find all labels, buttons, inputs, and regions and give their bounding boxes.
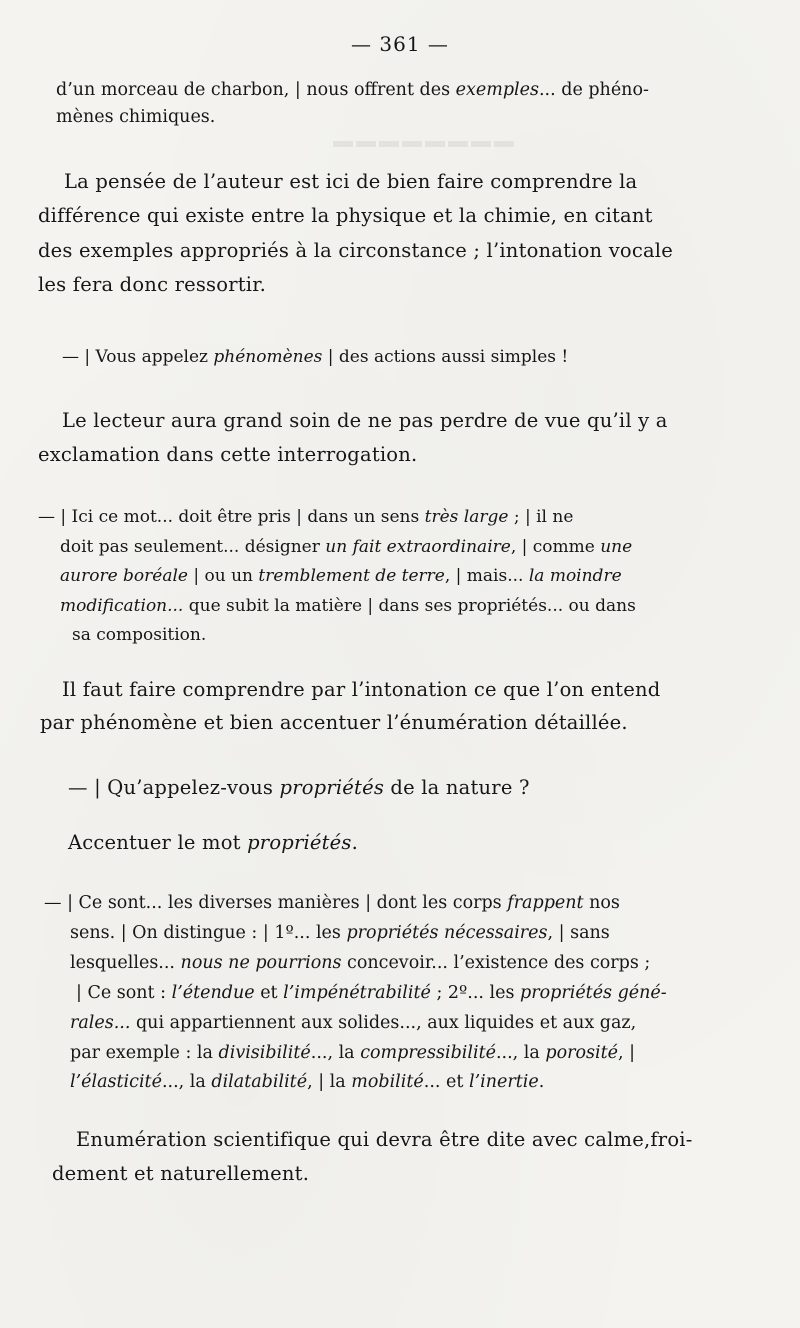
- text-run: ..., la: [310, 1043, 361, 1063]
- text-run: | Ce sont :: [76, 983, 172, 1003]
- text-run: | ou un: [187, 566, 259, 586]
- paragraph-2-line-1: La pensée de l’auteur est ici de bien faire comprendre la: [64, 170, 638, 193]
- italic-run: modification...: [60, 596, 184, 616]
- bleed-through-texture: ▬▬▬▬▬▬▬▬: [330, 130, 514, 152]
- text-run: — | Vous appelez: [62, 347, 214, 367]
- paragraph-9-line-5: [70, 1013, 636, 1033]
- italic-run: l’inertie: [468, 1072, 539, 1092]
- paragraph-9-line-6: [70, 1043, 635, 1063]
- italic-run: l’élasticité: [70, 1072, 162, 1092]
- paragraph-1-line-2: mènes chimiques.: [56, 107, 216, 127]
- text-run: , |: [618, 1043, 636, 1063]
- text-run: — | Qu’appelez-vous: [68, 776, 280, 799]
- italic-run: propriétés: [279, 776, 385, 799]
- page-number: — 361 —: [351, 32, 449, 56]
- paragraph-9-line-2: [70, 923, 610, 943]
- text-run: et: [254, 983, 284, 1003]
- paragraph-5-line-1: [38, 507, 573, 527]
- text-run: ..., la: [495, 1043, 546, 1063]
- italic-run: aurore boréale: [60, 566, 188, 586]
- text-run: par exemple : la: [70, 1043, 219, 1063]
- italic-run: rales...: [70, 1013, 131, 1033]
- paragraph-5-line-5: sa composition.: [72, 625, 207, 645]
- text-run: , | la: [307, 1072, 352, 1092]
- text-run: Accentuer le mot: [68, 831, 248, 854]
- text-run: — | Ici ce mot... doit être pris | dans un sens: [38, 507, 425, 527]
- paragraph-9-line-7: [70, 1072, 544, 1092]
- italic-run: la moindre: [528, 566, 622, 586]
- paragraph-2-line-2: différence qui existe entre la physique et la chimie, en citant: [38, 204, 653, 227]
- text-run: d’un morceau de charbon, | nous offrent des: [56, 80, 456, 100]
- paragraph-9-line-1: [44, 893, 620, 913]
- text-run: ..., la: [161, 1072, 212, 1092]
- text-run: .: [538, 1072, 545, 1092]
- text-run: nos: [583, 893, 620, 913]
- paragraph-1-line-1: [56, 80, 752, 100]
- italic-run: l’étendue: [171, 983, 255, 1003]
- text-run: | des actions aussi simples !: [322, 347, 569, 367]
- italic-run: propriétés nécessaires: [346, 923, 548, 943]
- text-run: ... de phéno-: [538, 80, 649, 100]
- italic-run: compressibilité: [360, 1043, 496, 1063]
- paragraph-2-line-3: des exemples appropriés à la circonstance ; l’intonation vocale: [38, 239, 673, 262]
- paragraph-10-line-1: Enumération scientifique qui devra être dite avec calme,froi-: [76, 1128, 693, 1151]
- text-run: , | sans: [547, 923, 610, 943]
- italic-run: nous ne pourrions: [180, 953, 342, 973]
- italic-run: l’impénétrabilité: [283, 983, 431, 1003]
- italic-run: une: [600, 537, 633, 557]
- italic-run: phénomènes: [213, 347, 323, 367]
- paragraph-3: [62, 347, 568, 367]
- paragraph-5-line-2: [60, 537, 632, 557]
- text-run: de la nature ?: [384, 776, 530, 799]
- text-run: concevoir... l’existence des corps ;: [341, 953, 651, 973]
- italic-run: propriétés: [247, 831, 352, 854]
- text-run: sens. | On distingue : | 1º... les: [70, 923, 347, 943]
- italic-run: divisibilité: [218, 1043, 311, 1063]
- paragraph-9-line-4: [76, 983, 667, 1003]
- paragraph-6-line-1: Il faut faire comprendre par l’intonation ce que l’on entend: [62, 678, 661, 701]
- text-run: doit pas seulement... désigner: [60, 537, 326, 557]
- text-run: ... et: [423, 1072, 469, 1092]
- italic-run: porosité: [545, 1043, 619, 1063]
- paragraph-4-line-1: Le lecteur aura grand soin de ne pas perdre de vue qu’il y a: [62, 409, 668, 432]
- paragraph-5-line-4: [60, 596, 636, 616]
- italic-run: propriétés géné-: [520, 983, 667, 1003]
- text-run: , | mais...: [444, 566, 529, 586]
- italic-run: très large: [424, 507, 509, 527]
- paragraph-7: [68, 776, 530, 799]
- paragraph-8: [68, 831, 358, 854]
- paragraph-4-line-2: exclamation dans cette interrogation.: [38, 443, 418, 466]
- italic-run: frappent: [507, 893, 584, 913]
- italic-run: tremblement de terre: [258, 566, 445, 586]
- text-run: , | comme: [510, 537, 601, 557]
- paragraph-2-line-4: les fera donc ressortir.: [38, 273, 266, 296]
- text-run: que subit la matière | dans ses propriétés... ou dans: [183, 596, 636, 616]
- text-run: ; | il ne: [508, 507, 574, 527]
- paragraph-10-line-2: dement et naturellement.: [52, 1162, 310, 1185]
- text-run: qui appartiennent aux solides..., aux liquides et aux gaz,: [130, 1013, 637, 1033]
- italic-run: un fait extraordinaire: [325, 537, 511, 557]
- text-run: .: [351, 831, 359, 854]
- italic-run: mobilité: [351, 1072, 424, 1092]
- paragraph-5-line-3: [60, 566, 622, 586]
- italic-run: dilatabilité: [211, 1072, 308, 1092]
- paragraph-9-line-3: [70, 953, 650, 973]
- text-run: — | Ce sont... les diverses manières | dont les corps: [44, 893, 508, 913]
- italic-run: exemples: [455, 80, 539, 100]
- paragraph-6-line-2: par phénomène et bien accentuer l’énumération détaillée.: [40, 711, 628, 734]
- text-run: lesquelles...: [70, 953, 181, 973]
- text-run: ; 2º... les: [430, 983, 521, 1003]
